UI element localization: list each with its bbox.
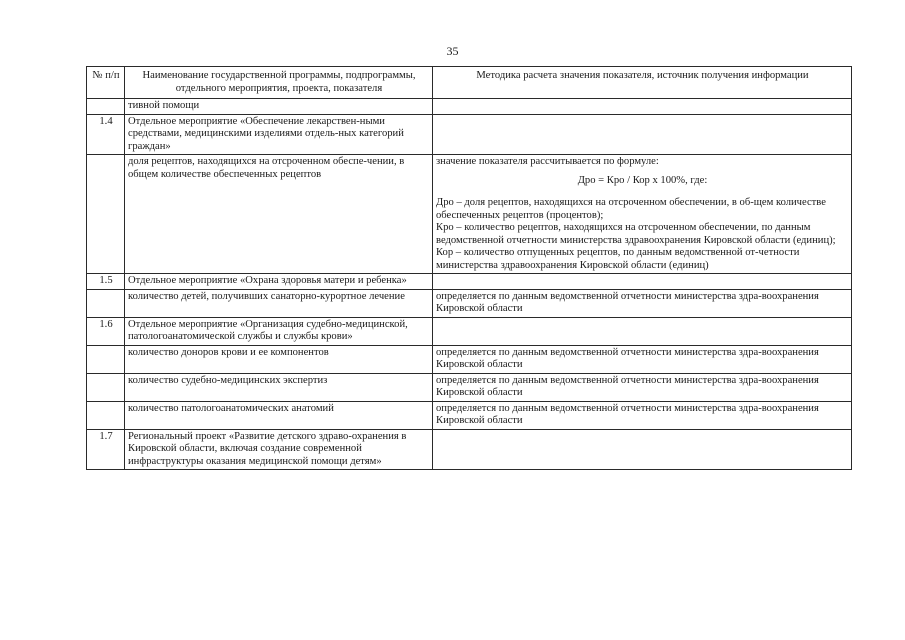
- row-name: Отдельное мероприятие «Организация судебно-медицинской, патологоанатомической службы и службы крови»: [125, 317, 433, 345]
- row-name: количество патологоанатомических анатомий: [125, 401, 433, 429]
- row-name: доля рецептов, находящихся на отсроченном обеспе-чении, в общем количестве обеспеченных рецептов: [125, 155, 433, 274]
- row-num: 1.7: [87, 429, 125, 470]
- row-num: [87, 99, 125, 115]
- row-method: определяется по данным ведомственной отчетности министерства здра-воохранения Кировской области: [433, 373, 852, 401]
- row-method: определяется по данным ведомственной отчетности министерства здра-воохранения Кировской области: [433, 401, 852, 429]
- row-method: [433, 99, 852, 115]
- row-method: [433, 274, 852, 290]
- header-name: Наименование государственной программы, подпрограммы, отдельного мероприятия, проекта, показателя: [125, 67, 433, 99]
- method-def: Кор – количество отпущенных рецептов, по данным ведомственной от-четности министерства здравоохранения Кировской области (единиц): [436, 247, 800, 271]
- row-method: определяется по данным ведомственной отчетности министерства здра-воохранения Кировской области: [433, 289, 852, 317]
- method-def: Дро – доля рецептов, находящихся на отсроченном обеспечении, в об-щем количестве обеспеченных рецептов (процентов);: [436, 197, 826, 221]
- header-num: № п/п: [87, 67, 125, 99]
- header-method: Методика расчета значения показателя, источник получения информации: [433, 67, 852, 99]
- table-header-row: [87, 67, 852, 99]
- page-number: 35: [446, 44, 459, 58]
- method-intro: значение показателя рассчитывается по формуле:: [436, 156, 659, 167]
- table-row: [87, 99, 852, 115]
- row-num: 1.4: [87, 114, 125, 155]
- row-name: количество доноров крови и ее компонентов: [125, 345, 433, 373]
- row-name: количество судебно-медицинских экспертиз: [125, 373, 433, 401]
- row-num: 1.6: [87, 317, 125, 345]
- row-method: [433, 114, 852, 155]
- row-num: [87, 155, 125, 274]
- row-name: тивной помощи: [125, 99, 433, 115]
- row-num: [87, 289, 125, 317]
- row-method: [433, 317, 852, 345]
- table-row: [87, 317, 852, 345]
- method-def: Кро – количество рецептов, находящихся на отсроченном обеспечении, по данным ведомственной отчетности министерства здравоохранения Кировской области (единиц);: [436, 222, 836, 246]
- indicator-table: [86, 66, 852, 470]
- row-name: Региональный проект «Развитие детского здраво-охранения в Кировской области, включая создание современной инфраструктуры оказания медицинской помощи детям»: [125, 429, 433, 470]
- row-name: Отдельное мероприятие «Обеспечение лекарствен-ными средствами, медицинскими изделиями отдель-ных категорий граждан»: [125, 114, 433, 155]
- row-method: [433, 155, 852, 274]
- row-name: Отдельное мероприятие «Охрана здоровья матери и ребенка»: [125, 274, 433, 290]
- row-num: [87, 401, 125, 429]
- table-row: [87, 401, 852, 429]
- table-row: [87, 345, 852, 373]
- row-num: [87, 345, 125, 373]
- row-name: количество детей, получивших санаторно-курортное лечение: [125, 289, 433, 317]
- table-row: [87, 155, 852, 274]
- table-row: [87, 373, 852, 401]
- table-row: [87, 274, 852, 290]
- table-row: [87, 289, 852, 317]
- row-num: [87, 373, 125, 401]
- method-formula: Дро = Кро / Кор x 100%, где:: [577, 174, 708, 186]
- row-method: определяется по данным ведомственной отчетности министерства здра-воохранения Кировской области: [433, 345, 852, 373]
- row-method: [433, 429, 852, 470]
- table-row: [87, 114, 852, 155]
- row-num: 1.5: [87, 274, 125, 290]
- table-row: [87, 429, 852, 470]
